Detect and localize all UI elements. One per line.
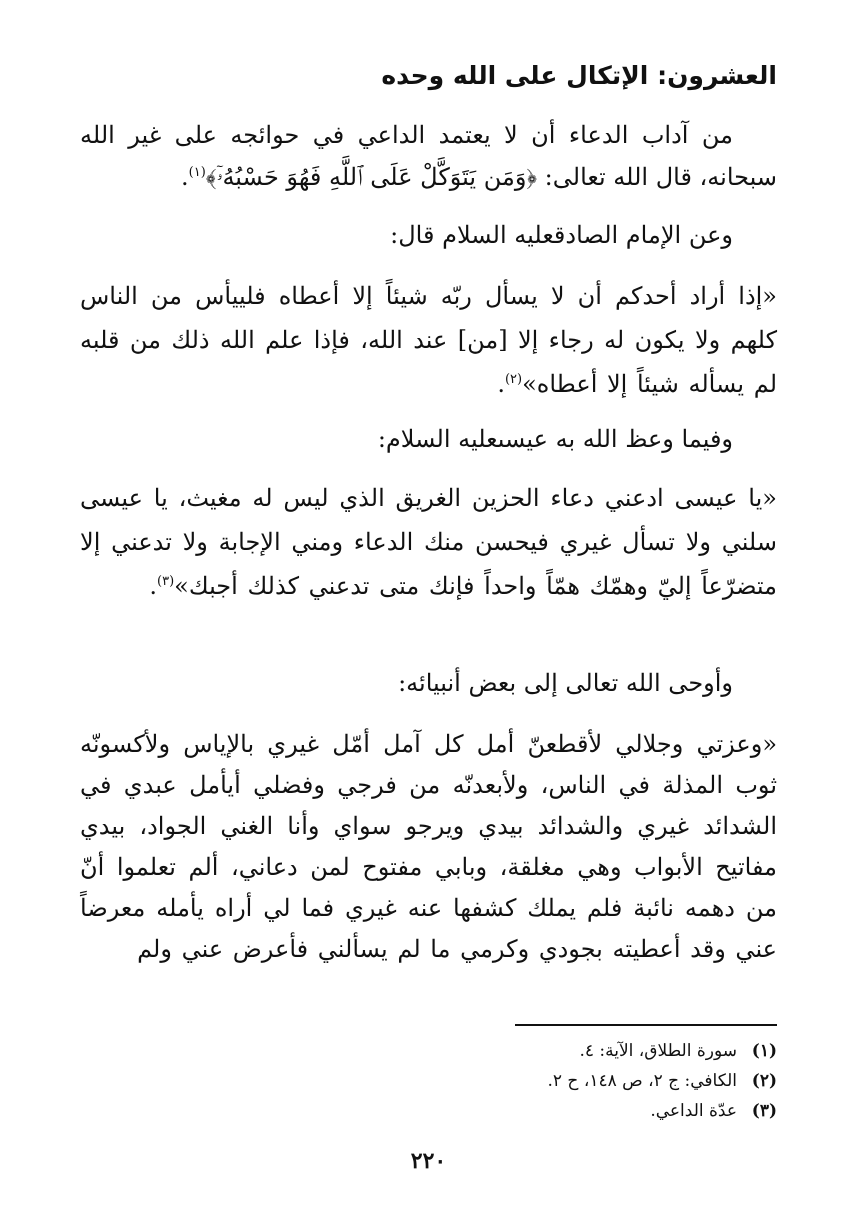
footnote-ref-3: (٣) (157, 574, 175, 589)
section-heading: العشرون: الإتكال على الله وحده (381, 61, 777, 90)
paragraph-1-text: من آداب الدعاء أن لا يعتمد الداعي في حوائجه على غير الله سبحانه، قال الله تعالى: ﴿وَمَن يَتَوَكَّلْ عَلَى ٱللَّهِ فَهُوَ حَسْبُهُۥٓ﴾ (80, 121, 777, 191)
quote-imam-sadiq-text: «إذا أراد أحدكم أن لا يسأل ربّه شيئاً إلا أعطاه فلييأس من الناس كلهم ولا يكون له رجاء إلا [من] عند الله، فإذا علم الله ذلك من قلبه لم يسأله شيئاً إلا أعطاه» (80, 282, 777, 398)
footnote-1 (80, 1036, 777, 1066)
footnote-ref-1: (١) (188, 165, 206, 180)
footnote-ref-2: (٢) (504, 372, 523, 387)
footnote-text: عدّة الداعي. (650, 1101, 737, 1121)
quote-divine-revelation: «وعزتي وجلالي لأقطعنّ أمل كل آمل أمّل غيري بالإياس ولأكسونّه ثوب المذلة في الناس، ولأبعدنّه من فرجي وفضلي أيأمل عبدي في الشدائد غيري والشدائد بيدي ويرجو سواي وأنا الغني الجواد، بيدي مفاتيح الأبواب وهي مغلقة، وبابي مفتوح لمن دعاني، ألم تعلموا أنّ من دهمه نائبة فلم يملك كشفها عنه غيري فما لي أراه يأمله معرضاً عني وقد أعطيته بجودي وكرمي ما لم يسألني فأعرض عني ولم (80, 730, 778, 963)
paragraph-4: وفيما وعظ الله به عيسىعليه السلام: (377, 425, 733, 453)
footnote-number: (٣) (751, 1101, 777, 1121)
footnotes (80, 1036, 777, 1126)
quote-isa-text: «يا عيسى ادعني دعاء الحزين الغريق الذي ليس له مغيث، يا عيسى سلني ولا تسأل غيري فيحسن منك الدعاء ومني الإجابة ولا تدعني إلا متضرّعاً إليّ وهمّك همّاً واحداً فإنك متى تدعني كذلك أجبك» (80, 484, 777, 600)
footnote-number: (١) (751, 1041, 777, 1061)
paragraph-6: وأوحى الله تعالى إلى بعض أنبيائه: (398, 669, 733, 697)
paragraph-2: وعن الإمام الصادقعليه السلام قال: (390, 221, 733, 249)
footnote-text: سورة الطلاق، الآية: ٤. (579, 1041, 737, 1061)
page-number: ٢٢٠ (410, 1148, 447, 1174)
footnote-2 (80, 1066, 777, 1096)
footnote-text: الكافي: ج ٢، ص ١٤٨، ح ٢. (547, 1071, 737, 1091)
footnote-3 (80, 1096, 777, 1126)
footnote-number: (٢) (751, 1071, 777, 1091)
footnote-divider (515, 1024, 777, 1026)
quote-imam-sadiq: «إذا أراد أحدكم أن لا يسأل ربّه شيئاً إلا أعطاه فلييأس من الناس كلهم ولا يكون له رجاء إلا [من] عند الله، فإذا علم الله ذلك من قلبه لم يسأله شيئاً إلا أعطاه»$^{(٢)}$. (80, 282, 777, 398)
quote-isa: «يا عيسى ادعني دعاء الحزين الغريق الذي ليس له مغيث، يا عيسى سلني ولا تسأل غيري فيحسن منك الدعاء ومني الإجابة ولا تدعني إلا متضرّعاً إليّ وهمّك همّاً واحداً فإنك متى تدعني كذلك أجبك»$^{(٣)}$. (80, 484, 777, 600)
paragraph-1: من آداب الدعاء أن لا يعتمد الداعي في حوائجه على غير الله سبحانه، قال الله تعالى: ﴿وَمَن يَتَوَكَّلْ عَلَى ٱللَّهِ فَهُوَ حَسْبُهُۥٓ﴾$^{(١)}$. (80, 121, 777, 191)
